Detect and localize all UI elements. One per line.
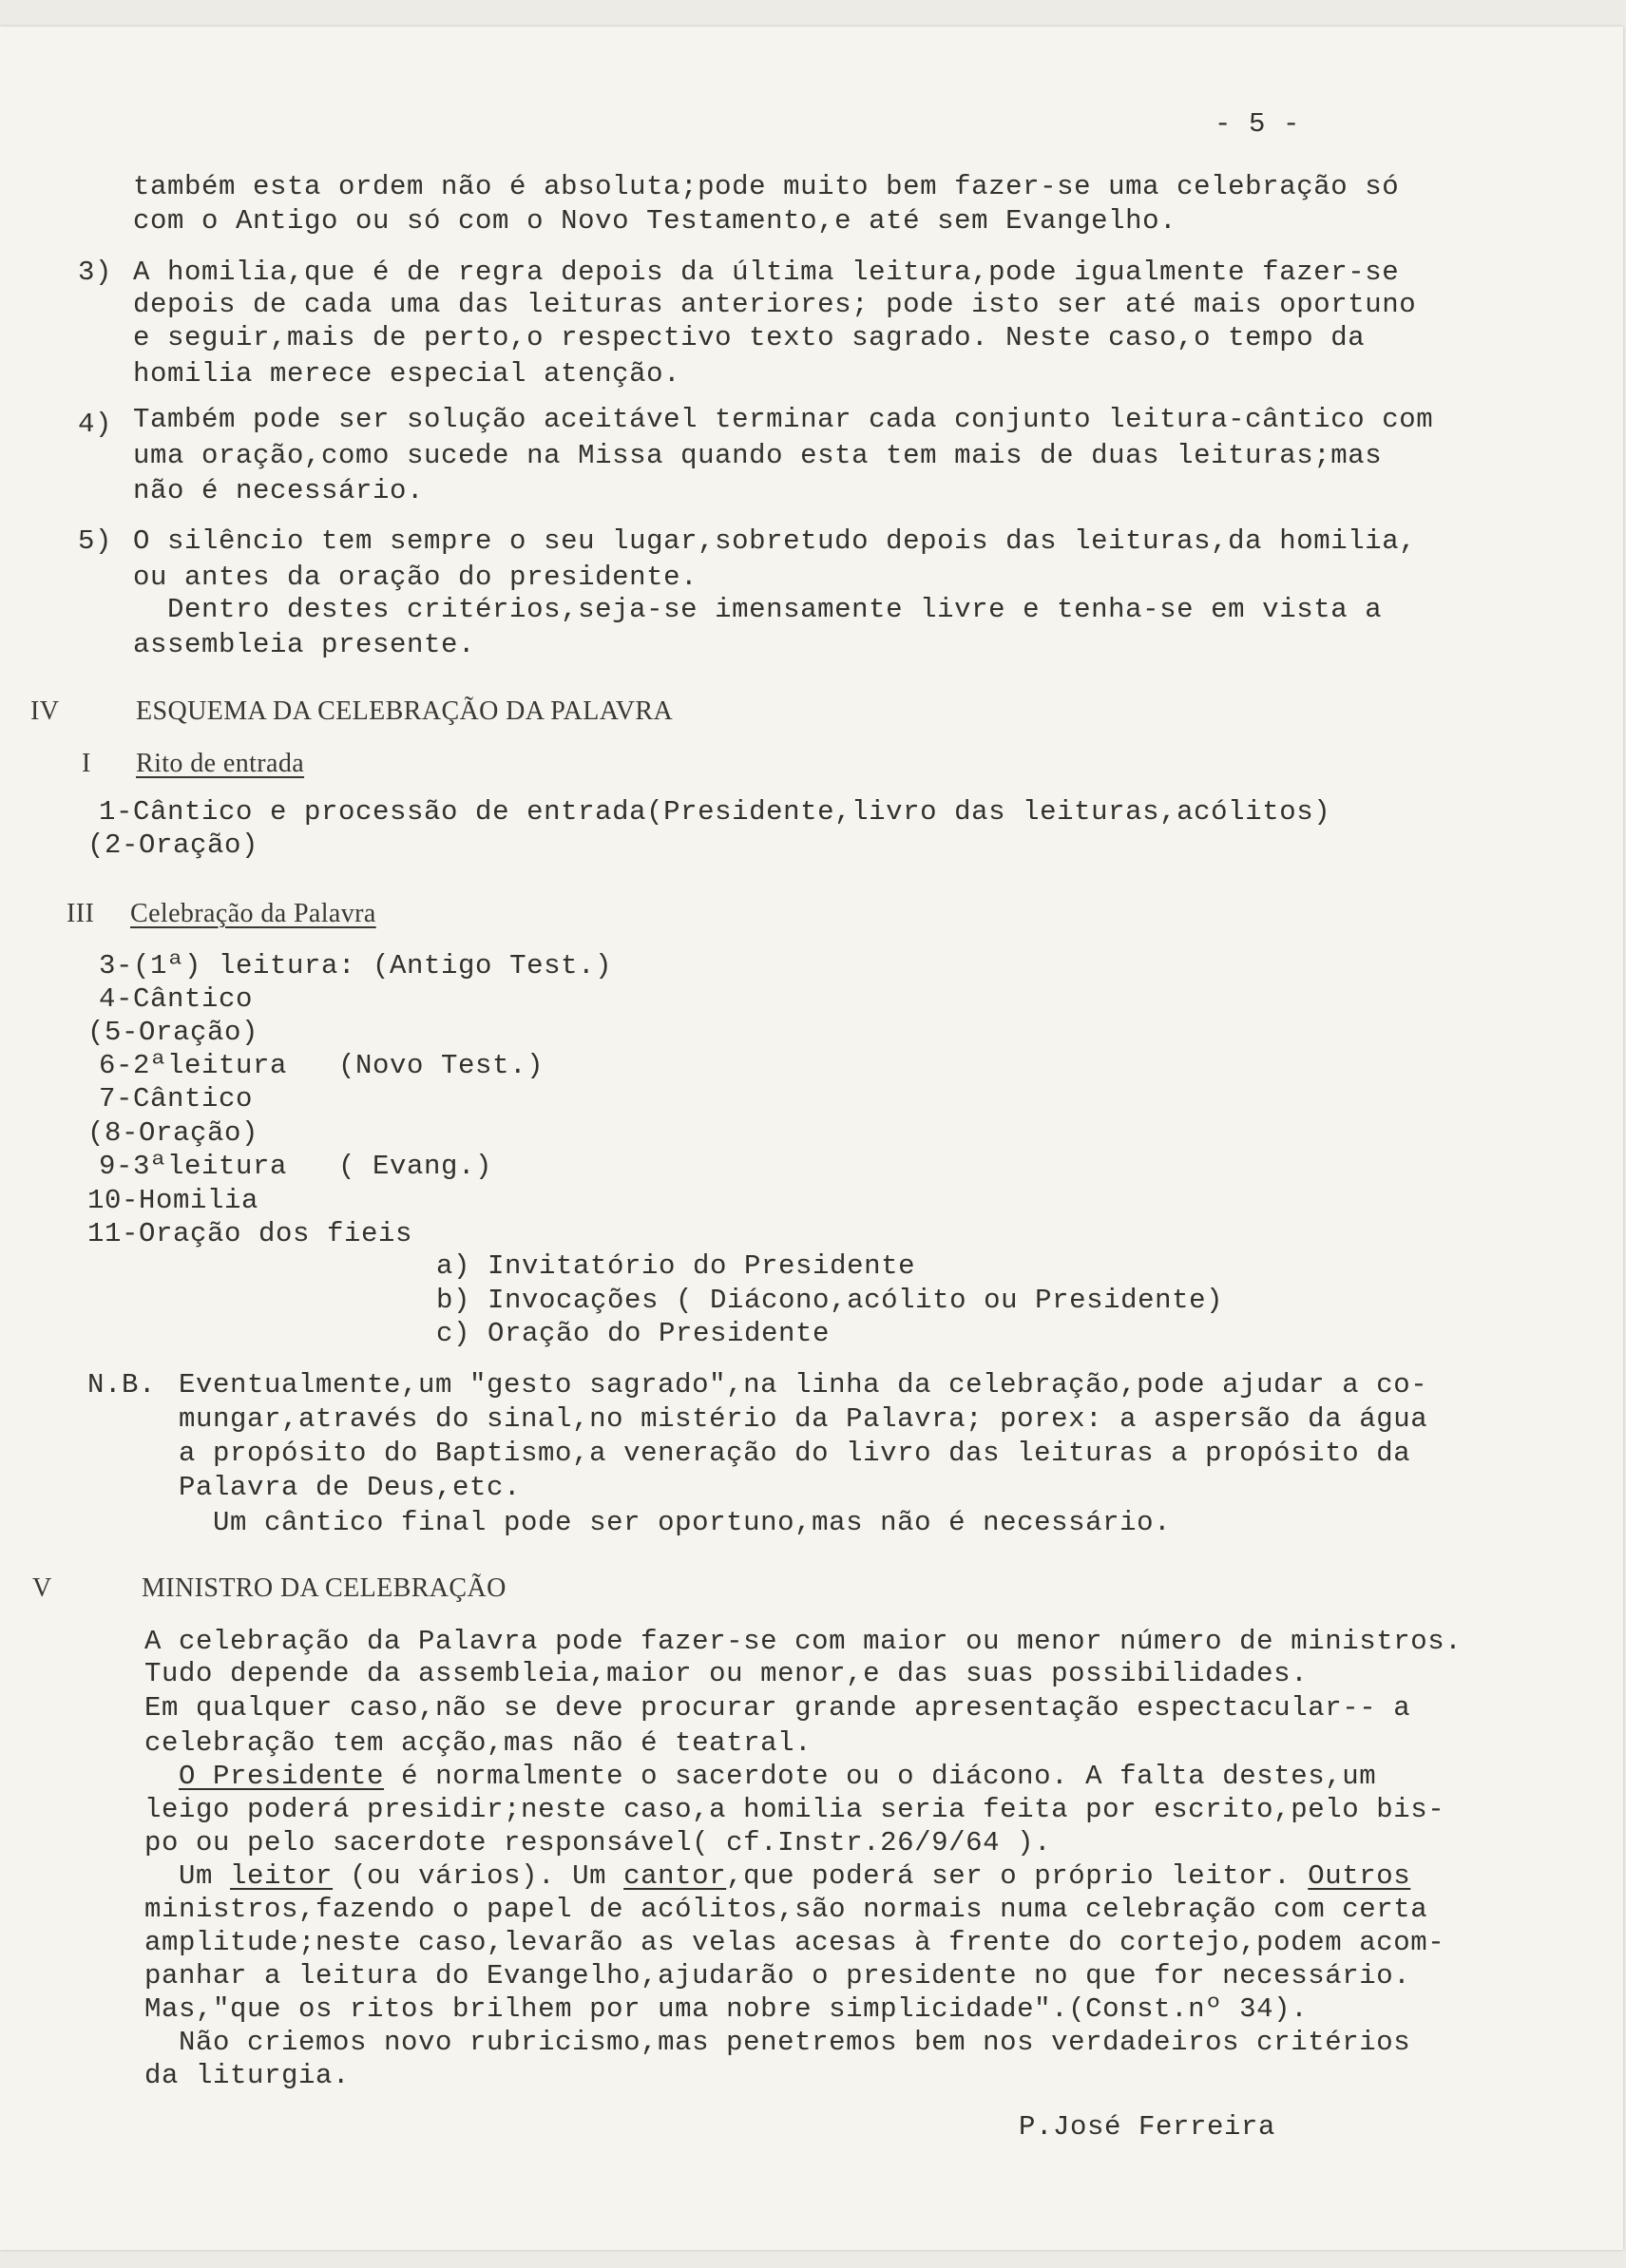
minister-line-2: Tudo depende da assembleia,maior ou menor,e das suas possibilidades. (144, 1658, 1309, 1689)
minister-line-1: A celebração da Palavra pode fazer-se com maior ou menor número de ministros. (144, 1626, 1463, 1657)
step-9: 9-3ªleitura ( Evang.) (99, 1151, 493, 1182)
part-3-numeral: III (67, 899, 95, 928)
reader-line: Um leitor (ou vários). Um cantor,que poderá ser o próprio leitor. Outros (179, 1860, 1411, 1892)
president-line-3: po ou pelo sacerdote responsável( cf.Instr.26/9/64 ). (144, 1827, 1052, 1858)
president-line-1 (144, 1761, 1376, 1793)
rite-line-2: (2-Oração) (87, 829, 259, 861)
outros-word: Outros (1308, 1860, 1411, 1892)
section-4-numeral: IV (30, 696, 60, 726)
item-3-line-3: e seguir,mais de perto,o respectivo texto sagrado. Neste caso,o tempo da (133, 322, 1366, 353)
nb-label: N.B. (87, 1369, 157, 1401)
nb-line-3: a propósito do Baptismo,a veneração do livro das leituras a propósito da (179, 1438, 1411, 1469)
item-5-line-3: Dentro destes critérios,seja-se imensamente livre e tenha-se em vista a (133, 594, 1383, 625)
section-4-title: ESQUEMA DA CELEBRAÇÃO DA PALAVRA (136, 696, 674, 726)
intro-line-1: também esta ordem não é absoluta;pode muito bem fazer-se uma celebração só (133, 171, 1400, 202)
nb-line-1: Eventualmente,um "gesto sagrado",na linha da celebração,pode ajudar a co- (179, 1369, 1428, 1401)
step-3: 3-(1ª) leitura: (Antigo Test.) (99, 950, 613, 982)
section-5-title: MINISTRO DA CELEBRAÇÃO (142, 1573, 507, 1603)
item-5-line-4: assembleia presente. (133, 629, 476, 660)
president-underlined: O Presidente (179, 1761, 385, 1792)
part-3-title: Celebração da Palavra (130, 899, 376, 928)
ministers-line-1: ministros,fazendo o papel de acólitos,são normais numa celebração com certa (144, 1894, 1428, 1925)
reader-word: leitor (230, 1860, 334, 1892)
ministers-line-6: da liturgia. (144, 2060, 351, 2091)
nb-line-5: Um cântico final pode ser oportuno,mas não é necessário. (179, 1507, 1172, 1538)
item-5-line-2: ou antes da oração do presidente. (133, 562, 698, 593)
item-3-number: 3) (78, 257, 113, 288)
part-1-title: Rito de entrada (136, 749, 305, 778)
ministers-line-4: Mas,"que os ritos brilhem por uma nobre simplicidade".(Const.nº 34). (144, 1993, 1309, 2025)
ministers-line-2: amplitude;neste caso,levarão as velas acesas à frente do cortejo,podem acom- (144, 1927, 1445, 1958)
step-11: 11-Oração dos fieis (87, 1218, 413, 1249)
item-4-line-1: Também pode ser solução aceitável terminar cada conjunto leitura-cântico com (133, 404, 1434, 435)
item-4-line-2: uma oração,como sucede na Missa quando esta tem mais de duas leituras;mas (133, 440, 1383, 471)
ministers-line-3: panhar a leitura do Evangelho,ajudarão o presidente no que for necessário. (144, 1960, 1411, 1992)
president-rest: é normalmente o sacerdote ou o diácono. A falta destes,um (384, 1761, 1377, 1792)
sub-item-b: b) Invocações ( Diácono,acólito ou Presidente) (436, 1285, 1224, 1316)
item-3-line-2: depois de cada uma das leituras anteriores; pode isto ser até mais oportuno (133, 289, 1417, 320)
step-7: 7-Cântico (99, 1083, 254, 1115)
intro-line-2: com o Antigo ou só com o Novo Testamento,e até sem Evangelho. (133, 205, 1177, 237)
rite-line-1: 1-Cântico e processão de entrada(Presidente,livro das leituras,acólitos) (99, 796, 1331, 828)
sub-item-a: a) Invitatório do Presidente (436, 1250, 916, 1282)
page-number: - 5 - (1215, 108, 1301, 140)
step-10: 10-Homilia (87, 1185, 259, 1216)
step-6: 6-2ªleitura (Novo Test.) (99, 1050, 545, 1081)
minister-line-4: celebração tem acção,mas não é teatral. (144, 1727, 813, 1759)
ministers-line-5: Não criemos novo rubricismo,mas penetremos bem nos verdadeiros critérios (144, 2027, 1411, 2058)
step-5: (5-Oração) (87, 1017, 259, 1048)
step-8: (8-Oração) (87, 1117, 259, 1149)
cantor-word: cantor (623, 1860, 727, 1892)
part-1-numeral: I (82, 749, 91, 778)
item-3-line-1: A homilia,que é de regra depois da última leitura,pode igualmente fazer-se (133, 257, 1400, 288)
signature: P.José Ferreira (1019, 2111, 1276, 2143)
president-line-2: leigo poderá presidir;neste caso,a homilia seria feita por escrito,pelo bis- (144, 1794, 1445, 1825)
item-4-number: 4) (78, 409, 113, 440)
nb-line-4: Palavra de Deus,etc. (179, 1472, 522, 1503)
item-5-number: 5) (78, 525, 113, 557)
nb-line-2: mungar,através do sinal,no mistério da Palavra; porex: a aspersão da água (179, 1403, 1428, 1435)
step-4: 4-Cântico (99, 983, 254, 1015)
item-3-line-4: homilia merece especial atenção. (133, 358, 681, 390)
item-5-line-1: O silêncio tem sempre o seu lugar,sobretudo depois das leituras,da homilia, (133, 525, 1417, 557)
minister-line-3: Em qualquer caso,não se deve procurar grande apresentação espectacular-- a (144, 1692, 1411, 1724)
item-4-line-3: não é necessário. (133, 475, 425, 506)
sub-item-c: c) Oração do Presidente (436, 1318, 831, 1349)
section-5-numeral: V (32, 1573, 52, 1603)
